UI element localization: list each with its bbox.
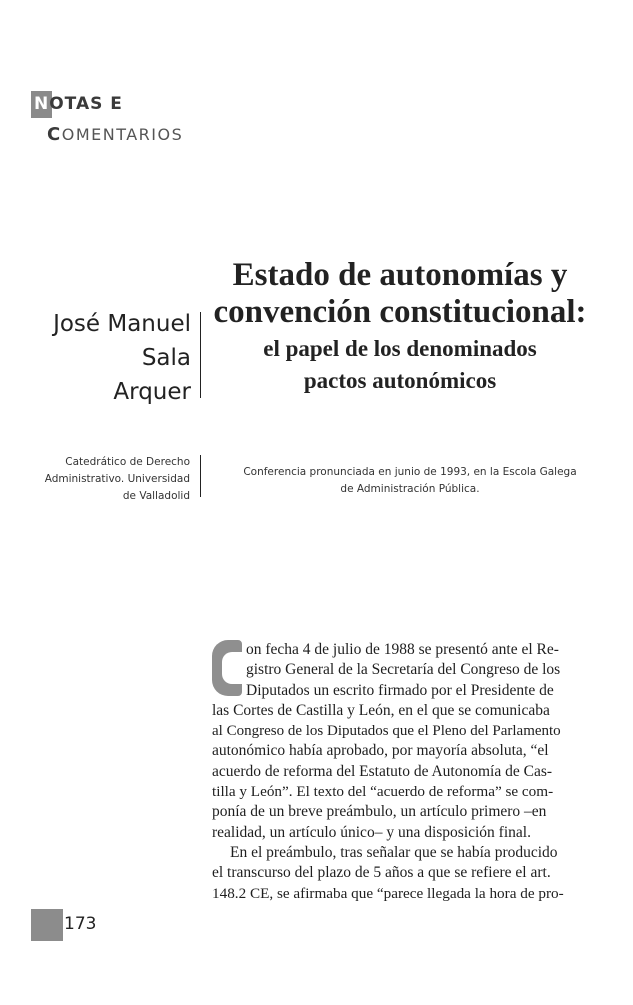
section-title-line1 bbox=[34, 93, 123, 115]
title-line-3: el papel de los denominados bbox=[263, 336, 537, 361]
title-line-1: Estado de autonomías y bbox=[232, 257, 568, 293]
author-affiliation bbox=[30, 454, 190, 505]
author-line-3: Arquer bbox=[113, 379, 191, 405]
body-line-2: gistro General de la Secretaría del Congreso de los bbox=[246, 661, 561, 679]
page-number: 173 bbox=[64, 914, 97, 934]
section-title-initial-1: N bbox=[34, 94, 50, 114]
author-name bbox=[40, 307, 191, 409]
author-divider bbox=[200, 312, 201, 398]
note-line-2: de Administración Pública. bbox=[340, 483, 480, 495]
affiliation-line-3: de Valladolid bbox=[122, 490, 190, 502]
article-title bbox=[205, 255, 595, 397]
body-line-6: autonómico había aprobado, por mayoría absoluta, “el bbox=[212, 742, 549, 760]
body-line-12: el transcurso del plazo de 5 años a que se refiere el art. bbox=[212, 864, 551, 882]
author-line-1: José Manuel bbox=[53, 311, 191, 337]
section-title-rest-2: OMENTARIOS bbox=[61, 125, 184, 144]
author-line-2: Sala bbox=[141, 345, 191, 371]
body-line-4: las Cortes de Castilla y León, en el que se comunicaba bbox=[212, 701, 550, 719]
title-line-2: convención constitucional: bbox=[213, 294, 587, 330]
body-line-1: on fecha 4 de julio de 1988 se presentó ante el Re- bbox=[246, 641, 559, 658]
body-line-11: En el preámbulo, tras señalar que se había producido bbox=[230, 843, 558, 861]
body-line-5: al Congreso de los Diputados que el Pleno del Parlamento bbox=[212, 723, 561, 740]
affiliation-divider bbox=[200, 455, 201, 497]
page-number-block bbox=[31, 909, 63, 941]
section-title-initial-2: C bbox=[47, 124, 62, 145]
conference-note bbox=[220, 464, 600, 498]
note-line-1: Conferencia pronunciada en junio de 1993, en la Escola Galega bbox=[243, 466, 577, 478]
body-line-7: acuerdo de reforma del Estatuto de Autonomía de Cas- bbox=[212, 762, 553, 780]
section-title-rest-1: OTAS E bbox=[49, 94, 123, 114]
article-body bbox=[212, 640, 597, 904]
body-line-8: tilla y León”. El texto del “acuerdo de reforma” se com- bbox=[212, 783, 554, 801]
affiliation-line-1: Catedrático de Derecho bbox=[65, 456, 190, 468]
body-line-13: 148.2 CE, se afirmaba que “parece llegada la hora de pro- bbox=[212, 884, 564, 902]
body-line-10: realidad, un artículo único– y una disposición final. bbox=[212, 823, 531, 841]
title-line-4: pactos autonómicos bbox=[303, 368, 497, 393]
body-line-3: Diputados un escrito firmado por el Presidente de bbox=[246, 681, 554, 699]
section-title-line2 bbox=[47, 124, 183, 146]
body-line-9: ponía de un breve preámbulo, un artículo primero –en bbox=[212, 803, 547, 821]
affiliation-line-2: Administrativo. Universidad bbox=[44, 473, 190, 485]
